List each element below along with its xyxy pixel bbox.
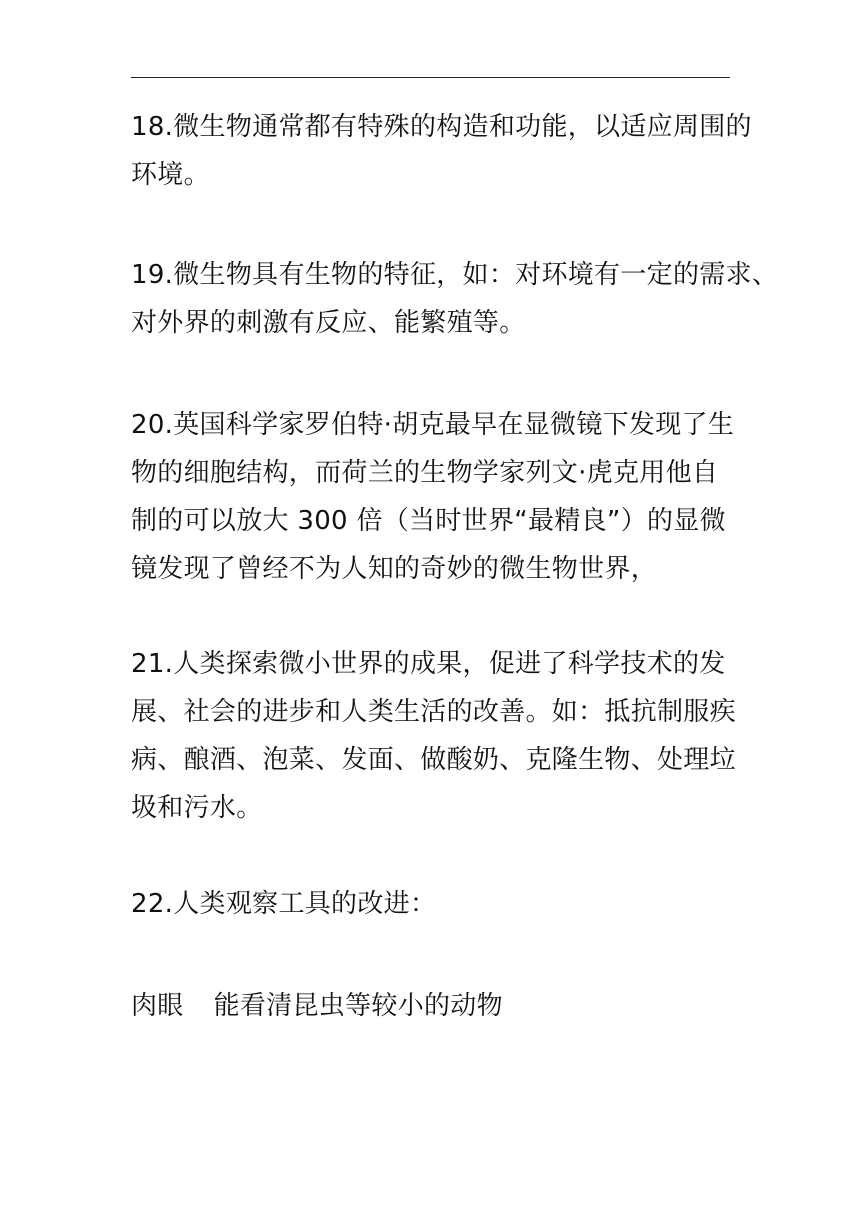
text-line: 21.人类探索微小世界的成果，促进了科学技术的发: [131, 649, 726, 679]
item-22: [131, 880, 731, 928]
text-line: 病、酿酒、泡菜、发面、做酸奶、克隆生物、处理垃: [131, 745, 736, 775]
item-19: [131, 251, 779, 347]
item-21: [131, 640, 736, 832]
text-line: 20.英国科学家罗伯特·胡克最早在显微镜下发现了生: [131, 410, 735, 440]
text-line: 展、社会的进步和人类生活的改善。如：抵抗制服疾: [131, 697, 736, 727]
text-line: 镜发现了曾经不为人知的奇妙的微生物世界，: [131, 554, 658, 584]
text-line: 制的可以放大 300 倍（当时世界“最精良”）的显微: [131, 506, 726, 536]
item-18: [131, 103, 752, 199]
text-line: 22.人类观察工具的改进：: [131, 889, 437, 919]
text-line: 环境。: [131, 160, 210, 190]
text-line: 圾和污水。: [131, 793, 263, 823]
text-line: 18.微生物通常都有特殊的构造和功能，以适应周围的: [131, 112, 752, 142]
tool-row: [131, 982, 731, 1030]
text-line: 对外界的刺激有反应、能繁殖等。: [131, 308, 526, 338]
tool-row-line: [131, 982, 731, 1030]
header-rule: [131, 77, 730, 78]
text-line: 物的细胞结构，而荷兰的生物学家列文·虎克用他自: [131, 458, 719, 488]
tool-name: 肉眼: [131, 991, 184, 1021]
tool-description: 能看清昆虫等较小的动物: [213, 991, 503, 1021]
item-20: [131, 401, 735, 593]
text-line: 19.微生物具有生物的特征，如：对环境有一定的需求、: [131, 260, 779, 290]
